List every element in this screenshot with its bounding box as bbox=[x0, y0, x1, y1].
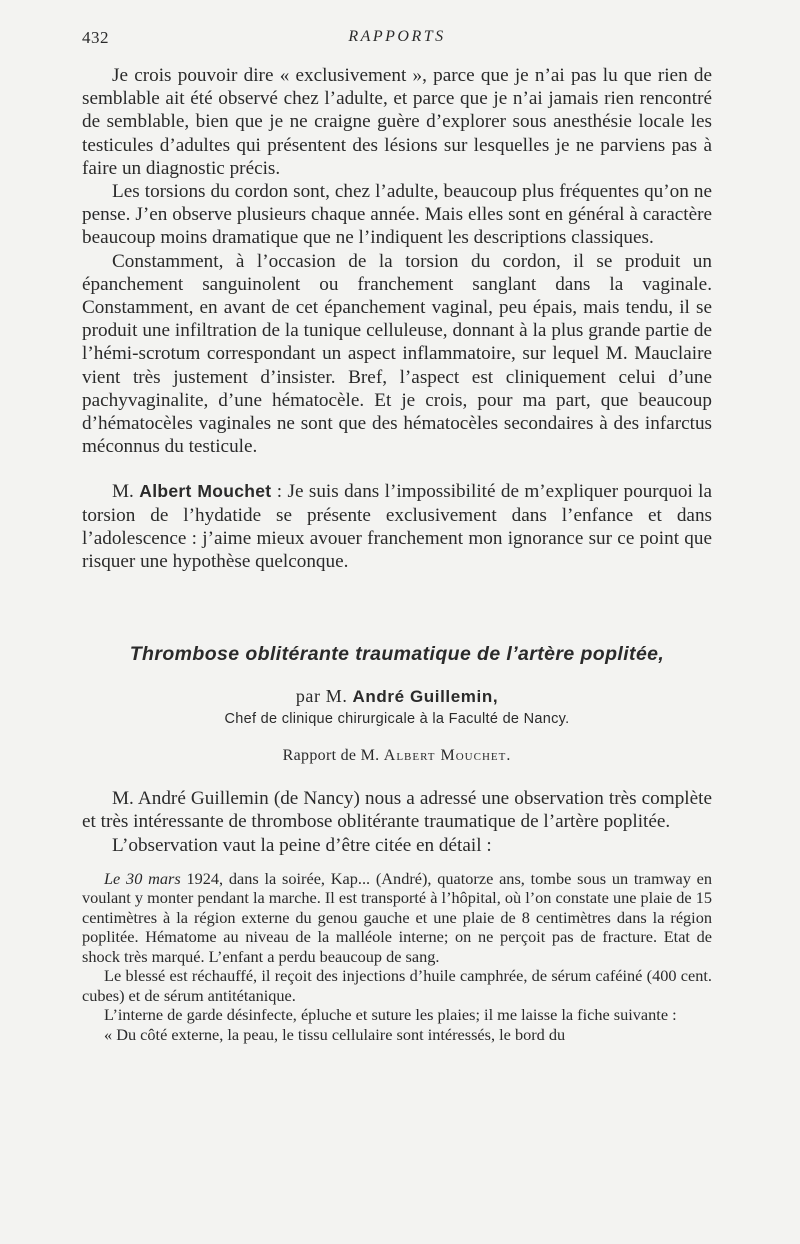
mouchet-reply-paragraph bbox=[82, 480, 712, 573]
observation-date: Le 30 mars bbox=[104, 868, 181, 888]
paragraph: L’observation vaut la peine d’être citée en détail : bbox=[112, 834, 492, 856]
page-header bbox=[82, 28, 712, 52]
author-prefix: par M. bbox=[295, 686, 348, 707]
observation-paragraph: Le blessé est réchauffé, il reçoit des injections d’huile camphrée, de sérum caféiné (400 cent. cubes) et de sérum antitétanique. bbox=[82, 966, 712, 1005]
paragraph: Je crois pouvoir dire « exclusivement », parce que je n’ai pas lu que rien de semblable ait été observé chez l’adulte, et parce que je n’ai jamais rien rencontré de semblable, bien que je ne craigne guère d’explorer sous anesthésie locale les testicules d’adultes qui présentent des lésions sur lesquelles je ne parviens pas à faire un diagnostic précis. bbox=[82, 65, 712, 179]
observation-paragraph: L’interne de garde désinfecte, épluche et suture les plaies; il me laisse la fiche suivante : bbox=[104, 1005, 677, 1025]
author-affiliation: Chef de clinique chirurgicale à la Faculté de Nancy. bbox=[224, 711, 570, 728]
observation-paragraph: « Du côté externe, la peau, le tissu cellulaire sont intéressés, le bord du bbox=[104, 1024, 566, 1044]
speaker-prefix: M. bbox=[112, 481, 134, 503]
page-number: 432 bbox=[82, 28, 109, 47]
report-prefix: Rapport de M. bbox=[282, 747, 380, 765]
report-author: Albert Mouchet. bbox=[383, 747, 512, 765]
paragraph: M. André Guillemin (de Nancy) nous a adressé une observation très complète et très intéressante de thrombose oblitérante traumatique de l’artère poplitée. bbox=[82, 788, 712, 833]
speaker-name: Albert Mouchet bbox=[139, 481, 272, 502]
observation-text: 1924, dans la soirée, Kap... (André), quatorze ans, tombe sous un tramway en voulant y monter pendant la marche. Il est transporté à l’hôpital, où l’on constate une plaie de 15 centimètres à la région externe du genou gauche et une plaie de 8 centimètres dans la région poplitée. Hématome au niveau de la malléole interne; on ne perçoit pas de fracture. Etat de shock très marqué. L’enfant a perdu beaucoup de sang. bbox=[82, 868, 712, 966]
reply-text: : Je suis dans l’impossibilité de m’expliquer pourquoi la torsion de l’hydatide se présente exclusivement dans l’enfance et dans l’adolescence : j’aime mieux avouer franchement mon ignorance sur ce point que risquer une hypothèse quelconque. bbox=[82, 481, 713, 573]
paragraph: Constamment, à l’occasion de la torsion du cordon, il se produit un épanchement sanguinolent ou franchement sanglant dans la vaginale. Constamment, en avant de cet épanchement vaginal, peu épais, mais tendu, il se produit une infiltration de la tunique celluleuse, donnant à la plus grande partie de l’hémi-scrotum correspondant un aspect inflammatoire, sur lequel M. Mauclaire vient très justement d’insister. Bref, l’aspect est cliniquement celui d’une pachyvaginalite, d’une hématocèle. Et je crois, pour ma part, que beaucoup d’hématocèles vaginales ne sont que des hématocèles secondaires à des infarctus méconnus du testicule. bbox=[82, 250, 712, 458]
observation-paragraph bbox=[82, 869, 712, 967]
author-name: André Guillemin, bbox=[352, 687, 499, 707]
report-line bbox=[82, 747, 712, 765]
paragraph: Les torsions du cordon sont, chez l’adulte, beaucoup plus fréquentes qu’on ne pense. J’en observe plusieurs chaque année. Mais elles sont en général à caractère beaucoup moins dramatique que ne l’indiquent les descriptions classiques. bbox=[82, 181, 712, 249]
observation-block bbox=[82, 869, 712, 1045]
page-body bbox=[82, 64, 712, 1044]
running-title: RAPPORTS bbox=[348, 28, 446, 45]
article-author-line bbox=[82, 686, 712, 707]
article-title: Thrombose oblitérante traumatique de l’artère poplitée, bbox=[129, 643, 665, 666]
